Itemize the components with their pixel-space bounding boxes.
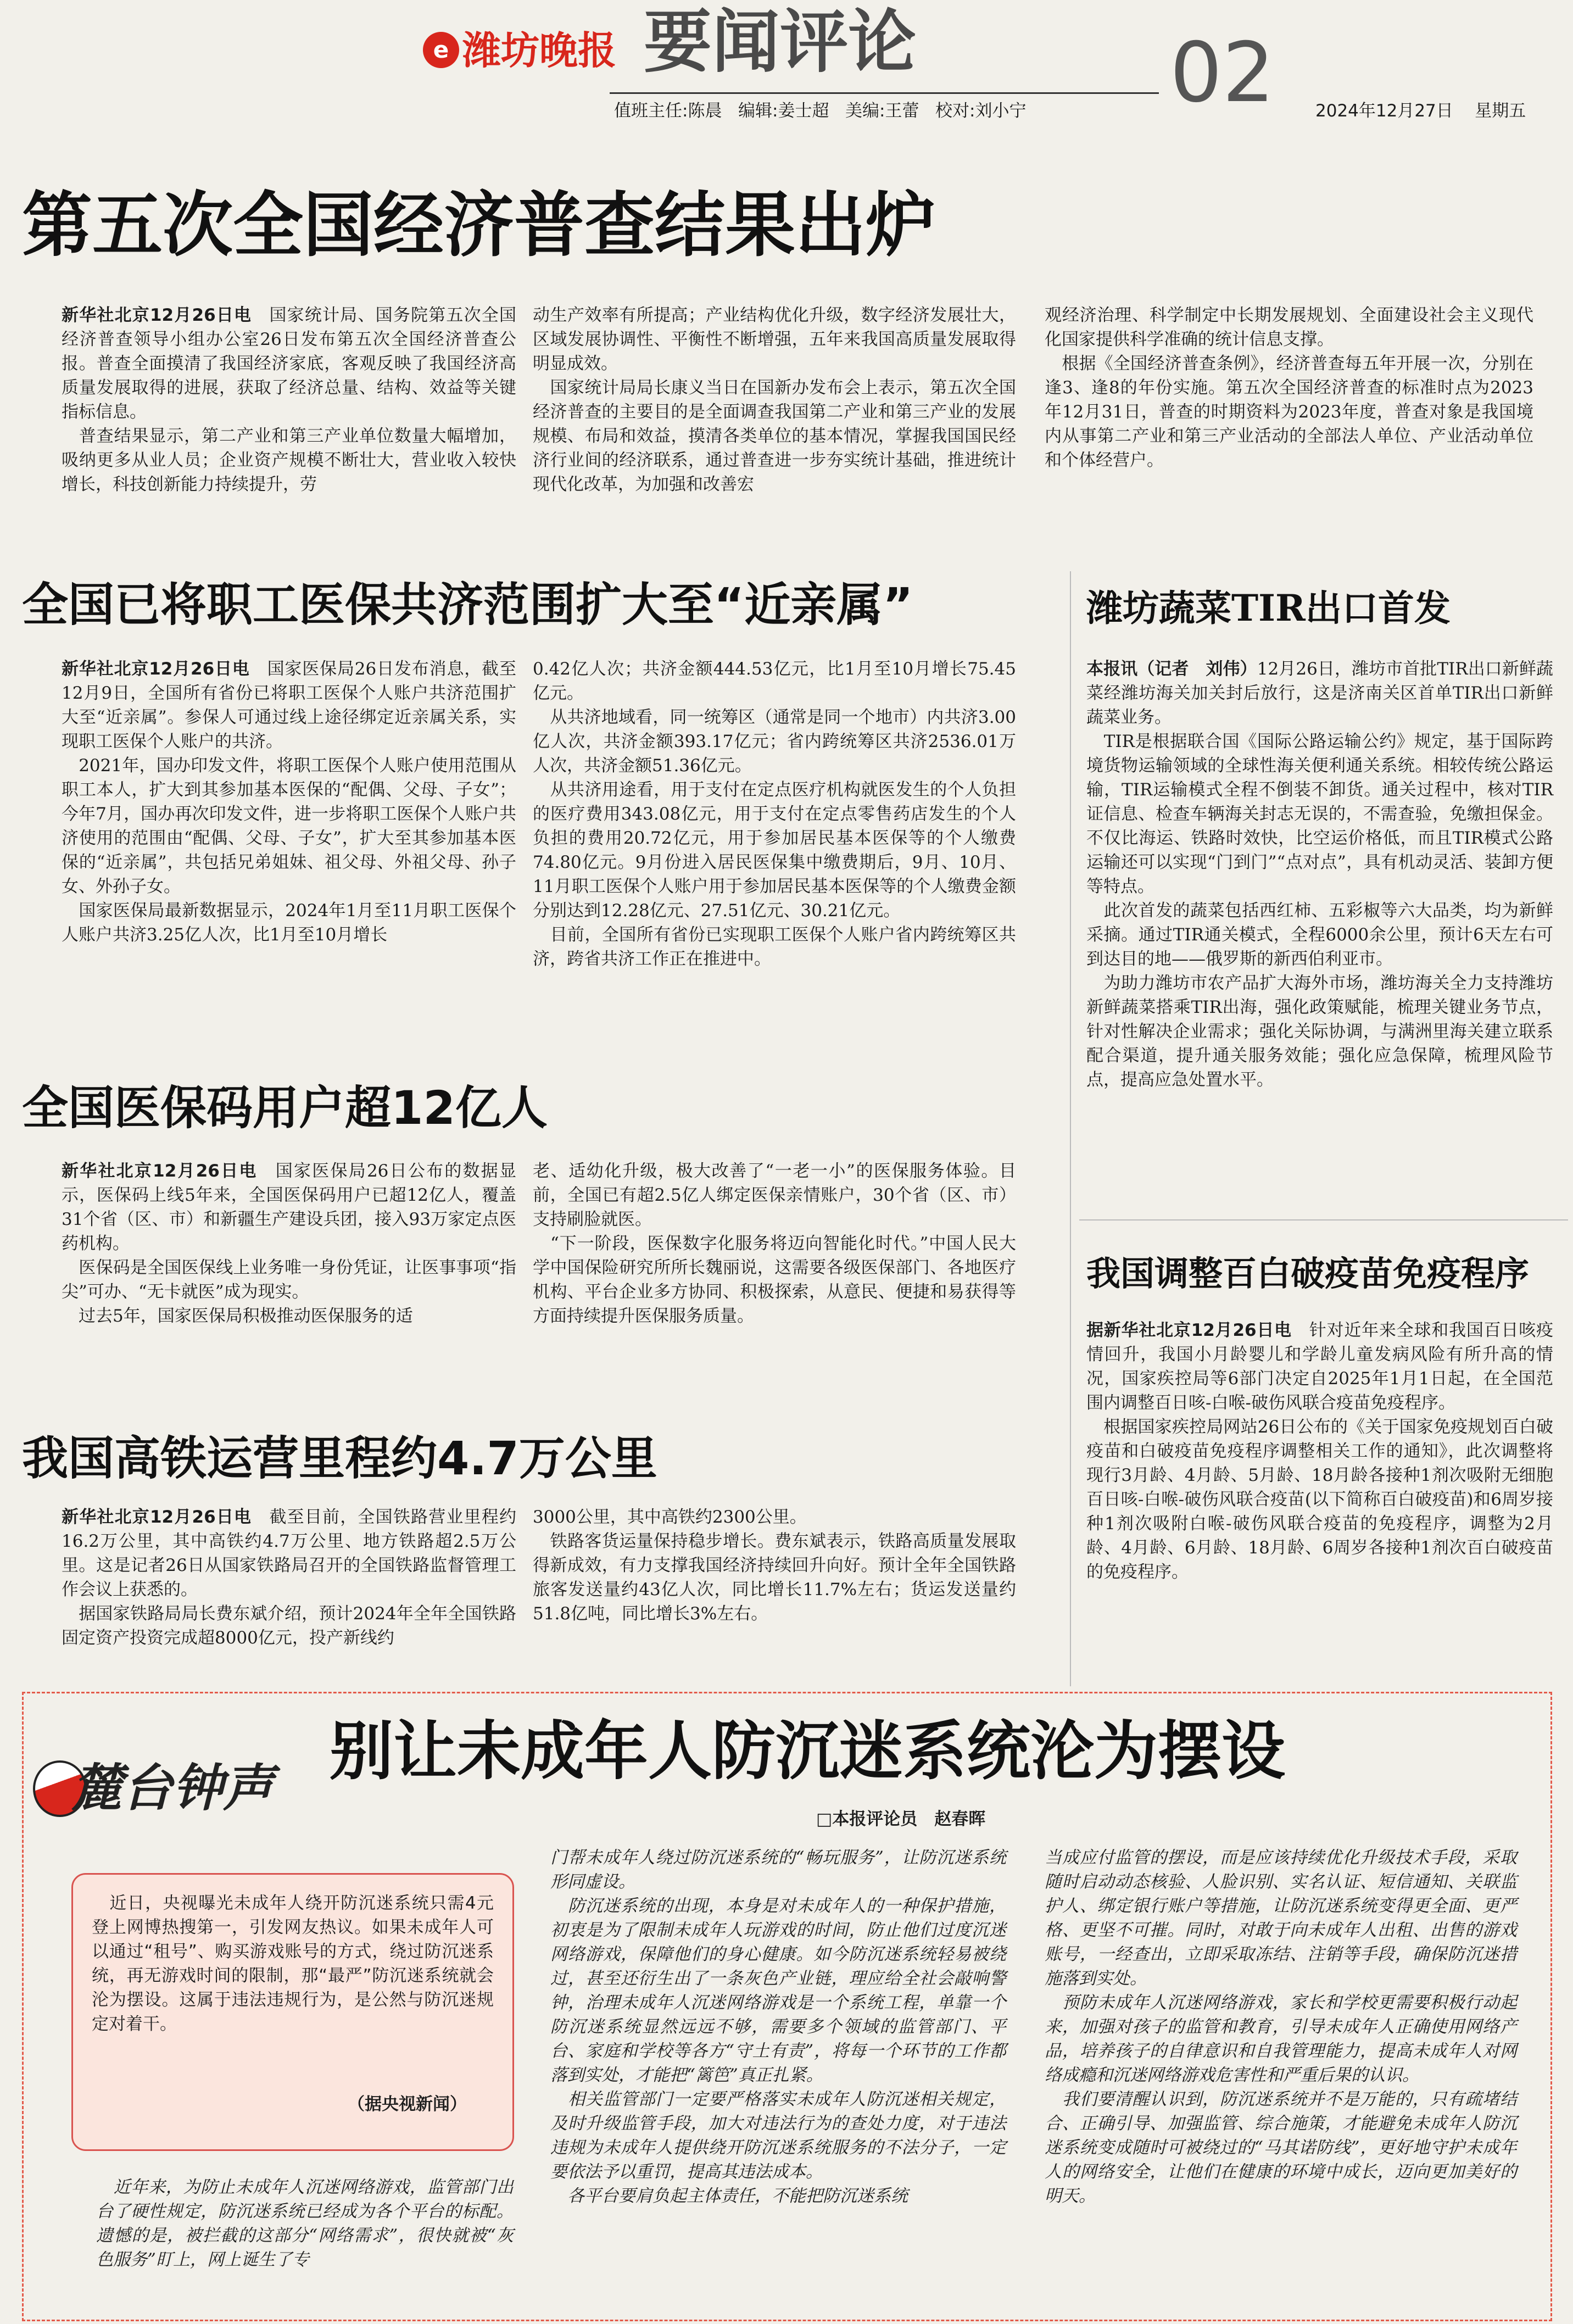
dateline: 新华社北京12月26日电 <box>62 1507 252 1527</box>
headline-tir-export: 潍坊蔬菜TIR出口首发 <box>1086 587 1451 629</box>
col-1 <box>62 303 516 497</box>
weekday: 星期五 <box>1475 101 1526 121</box>
masthead-rule <box>610 92 1159 94</box>
col-1 <box>62 657 516 947</box>
text: 国家统计局、国务院第五次全国经济普查领导小组办公室26日发布第五次全国经济普查公报。普查全面摸清了我国经济家底，客观反映了我国经济高质量发展取得的进展，获取了经济总量、结构、效益等关键指标信息。 普查结果显示，第二产业和第三产业单位数量大幅增加，吸纳更多从业人员；企业资产规模不断壮大，营业收入较快增长，科技创新能力持续提升，劳 <box>62 305 517 494</box>
text: 国家医保局26日发布消息，截至12月9日，全国所有省份已将职工医保个人账户共济范围扩大至“近亲属”。参保人可通过线上途径绑定近亲属关系，实现职工医保个人账户的共济。 2021年，国办印发文件，将职工医保个人账户使用范围从职工本人，扩大到其参加基本医保的“配偶、父母、子女”；今年7月，国办再次印发文件，进一步将职工医保个人账户共济使用的范围由“配偶、父母、子女”，扩大至其参加基本医保的“近亲属”，共包括兄弟姐妹、祖父母、外祖父母、孙子女、外孙子女。 国家医保局最新数据显示，2024年1月至11月职工医保个人账户共济3.25亿人次，比1月至10月增长 <box>62 659 517 945</box>
dateline: 新华社北京12月26日电 <box>62 305 252 325</box>
column-name: 麓台钟声 <box>71 1758 274 1818</box>
col-3: 观经济治理、科学制定中长期发展规划、全面建设社会主义现代化国家提供科学准确的统计信息支撑。 根据《全国经济普查条例》，经济普查每五年开展一次，分别在逢3、逢8的年份实施。第五次全国经济普查的标准时点为2023年12月31日，普查的时期资料为2023年度，普查对象是我国境内从事第二产业和第三产业活动的全部法人单位、产业活动单位和个体经营户。 <box>1045 305 1533 470</box>
commentary-byline: □本报评论员 赵春晖 <box>816 1809 986 1829</box>
col-2: 老、适幼化升级，极大改善了“一老一小”的医保服务体验。目前，全国已有超2.5亿人绑定医保亲情账户，30个省（区、市）支持刷脸就医。 “下一阶段，医保数字化服务将迈向智能化时代。”中国人民大学中国保险研究所所长魏丽说，这需要各级医保部门、各地医疗机构、平台企业多方协同、积极探索，从意民、便捷和易获得等方面持续提升医保服务质量。 <box>533 1161 1016 1326</box>
staff-editor: 编辑:姜士超 <box>738 101 829 121</box>
text: 12月26日，潍坊市首批TIR出口新鲜蔬菜经潍坊海关加关封后放行，这是济南关区首单TIR出口新鲜蔬菜业务。 TIR是根据联合国《国际公路运输公约》规定，基于国际跨境货物运输领域的全球性海关便利通关系统。相较传统公路运输，TIR运输模式全程不倒装不卸货。通关过程中，核对TIR证信息、检查车辆海关封志无误的，不需查验，免缴担保金。不仅比海运、铁路时效快，比空运价格低，而且TIR模式公路运输还可以实现“门到门”“点对点”，具有机动灵活、装卸方便等特点。 此次首发的蔬菜包括西红柿、五彩椒等六大品类，均为新鲜采摘。通过TIR通关模式，全程6000余公里，预计6天左右可到达目的地——俄罗斯的新西伯利亚市。 为助力潍坊市农产品扩大海外市场，潍坊海关全力支持潍坊新鲜蔬菜搭乘TIR出海，强化政策赋能，梳理关键业务节点，针对性解决企业需求；强化关际协调，与满洲里海关建立联系配合渠道，提升通关服务效能；强化应急保障，梳理风险节点，提高应急处置水平。 <box>1086 659 1554 1090</box>
commentary-col-3: 当成应付监管的摆设，而是应该持续优化升级技术手段，采取随时启动动态核验、人脸识别、实名认证、短信通知、关联监护人、绑定银行账户等措施，让防沉迷系统变得更全面、更严格、更坚不可摧。同时，对敢于向未成年人出租、出售的游戏账号，一经查出，立即采取冻结、注销等手段，确保防沉迷措施落到实处。 预防未成年人沉迷网络游戏，家长和学校更需要积极行动起来，加强对孩子的监管和教育，引导未成年人正确使用网络产品，培养孩子的自律意识和自我管理能力，提高未成年人对网络成瘾和沉迷网络游戏危害性和严重后果的认识。 我们要清醒认识到，防沉迷系统并不是万能的，只有疏堵结合、正确引导、加强监管、综合施策，才能避免未成年人防沉迷系统变成随时可被绕过的“马其诺防线”，更好地守护未成年人的网络安全，让他们在健康的环境中成长，迈向更加美好的明天。 <box>1045 1848 1517 2206</box>
paper-name: 潍坊晚报 <box>462 28 616 73</box>
headline-high-speed-rail: 我国高铁运营里程约4.7万公里 <box>22 1431 657 1485</box>
headline-insurance-code: 全国医保码用户超12亿人 <box>22 1081 548 1135</box>
commentary-col-1: 近年来，为防止未成年人沉迷网络游戏，监管部门出台了硬性规定，防沉迷系统已经成为各个平台的标配。遗憾的是，被拦截的这部分“网络需求”，很快就被“灰色服务”盯上，网上诞生了专 <box>96 2177 514 2270</box>
staff-duty: 值班主任:陈晨 <box>614 101 722 121</box>
headline-economic-census: 第五次全国经济普查结果出炉 <box>22 185 936 266</box>
quote-box <box>71 1873 514 2151</box>
dateline: 据新华社北京12月26日电 <box>1086 1320 1292 1340</box>
quote-source: （据央视新闻） <box>348 2094 467 2114</box>
body <box>1086 657 1553 1092</box>
text: 针对近年来全球和我国百日咳疫情回升，我国小月龄婴儿和学龄儿童发病风险有所升高的情况，国家疾控局等6部门决定自2025年1月1日起，在全国范围内调整百日咳-白喉-破伤风联合疫苗免疫程序。 根据国家疾控局网站26日公布的《关于国家免疫规划百白破疫苗和白破疫苗免疫程序调整相关工作的通知》，此次调整将现行3月龄、4月龄、5月龄、18月龄各接种1剂次吸附无细胞百日咳-白喉-破伤风联合疫苗(以下简称百白破疫苗)和6周岁接种1剂次吸附白喉-破伤风联合疫苗的免疫程序，调整为2月龄、4月龄、6月龄、18月龄、6周岁各接种1剂次百白破疫苗的免疫程序。 <box>1086 1320 1554 1582</box>
staff-line <box>614 99 1027 123</box>
dateline: 新华社北京12月26日电 <box>62 1161 258 1181</box>
section-title: 要闻评论 <box>644 2 917 82</box>
col-2: 3000公里，其中高铁约2300公里。 铁路客货运量保持稳步增长。费东斌表示，铁路高质量发展取得新成效，有力支撑我国经济持续回升向好。预计全年全国铁路旅客发送量约43亿人次，同比增长11.7%左右；货运发送量约51.8亿吨，同比增长3%左右。 <box>533 1507 1016 1624</box>
paper-logo-icon: e <box>423 32 459 68</box>
body <box>1086 1318 1553 1584</box>
headline-vaccine: 我国调整百白破疫苗免疫程序 <box>1086 1253 1530 1294</box>
masthead <box>0 0 1573 137</box>
article-tir-export <box>1086 657 1570 1092</box>
col-2: 0.42亿人次；共济金额444.53亿元，比1月至10月增长75.45亿元。 从共济地域看，同一统筹区（通常是同一个地市）内共济3.00亿人次，共济金额393.17亿元；省内跨统筹区共济2536.01万人次，共济金额51.36亿元。 从共济用途看，用于支付在定点医疗机构就医发生的个人负担的医疗费用343.08亿元，用于支付在定点零售药店发生的个人负担的费用20.72亿元，用于参加居民基本医保等的个人缴费74.80亿元。9月份进入居民医保集中缴费期后，9月、10月、11月职工医保个人账户用于参加居民基本医保等的个人缴费金额分别达到12.28亿元、27.51亿元、30.21亿元。 目前，全国所有省份已实现职工医保个人账户省内跨统筹区共济，跨省共济工作正在推进中。 <box>533 659 1016 969</box>
column-logo <box>33 1758 319 1818</box>
staff-proof: 校对:刘小宁 <box>935 101 1027 121</box>
dateline: 新华社北京12月26日电 <box>62 659 250 679</box>
col-1 <box>62 1159 516 1328</box>
issue-date <box>1315 99 1526 123</box>
staff-art: 美编:王蕾 <box>845 101 919 121</box>
dateline: 本报讯（记者 刘伟） <box>1086 659 1257 679</box>
text: 截至目前，全国铁路营业里程约16.2万公里，其中高铁约4.7万公里、地方铁路超2.5万公里。这是记者26日从国家铁路局召开的全国铁路监督管理工作会议上获悉的。 据国家铁路局局长费东斌介绍，预计2024年全年全国铁路固定资产投资完成超8000亿元，投产新线约 <box>62 1507 517 1648</box>
quote-text: 近日，央视曝光未成年人绕开防沉迷系统只需4元登上网博热搜第一，引发网友热议。如果未成年人可以通过“租号”、购买游戏账号的方式，绕过防沉迷系统，再无游戏时间的限制，那“最严”防沉迷系统就会沦为摆设。这属于违法违规行为，是公然与防沉迷规定对着干。 <box>92 1893 494 2034</box>
text: 国家医保局26日公布的数据显示，医保码上线5年来，全国医保码用户已超12亿人，覆盖31个省（区、市）和新疆生产建设兵团，接入93万家定点医药机构。 医保码是全国医保线上业务唯一身份凭证，让医事事项“指尖”可办、“无卡就医”成为现实。 过去5年，国家医保局积极推动医保服务的适 <box>62 1161 516 1326</box>
commentary-col-2: 门帮未成年人绕过防沉迷系统的“畅玩服务”，让防沉迷系统形同虚设。 防沉迷系统的出现，本身是对未成年人的一种保护措施，初衷是为了限制未成年人玩游戏的时间，防止他们过度沉迷网络游戏，保障他们的身心健康。如今防沉迷系统轻易被绕过，甚至还衍生出了一条灰色产业链，理应给全社会敲响警钟，治理未成年人沉迷网络游戏是一个系统工程，单靠一个防沉迷系统显然远远不够，需要多个领域的监管部门、平台、家庭和学校等各方“守土有责”，将每一个环节的工作都落到实处，才能把“篱笆”真正扎紧。 相关监管部门一定要严格落实未成年人防沉迷相关规定，及时升级监管手段，加大对违法行为的查处力度，对于违法违规为未成年人提供绕开防沉迷系统服务的不法分子，一定要依法予以重罚，提高其违法成本。 各平台要肩负起主体责任，不能把防沉迷系统 <box>550 1848 1006 2206</box>
commentary-title: 别让未成年人防沉迷系统沦为摆设 <box>330 1714 1285 1788</box>
col-2: 动生产效率有所提高；产业结构优化升级，数字经济发展壮大，区域发展协调性、平衡性不断增强，五年来我国高质量发展取得明显成效。 国家统计局局长康义当日在国新办发布会上表示，第五次全国经济普查的主要目的是全面调查我国第二产业和第三产业的发展规模、布局和效益，摸清各类单位的基本情况，掌握我国国民经济行业间的经济联系，通过普查进一步夯实统计基础，推进统计现代化改革，为加强和改善宏 <box>533 305 1016 494</box>
date: 2024年12月27日 <box>1315 101 1453 121</box>
article-vaccine <box>1086 1318 1570 1584</box>
headline-medical-insurance: 全国已将职工医保共济范围扩大至“近亲属” <box>22 578 913 632</box>
column-divider <box>1070 571 1071 1686</box>
page-number: 02 <box>1170 25 1275 121</box>
col-1 <box>62 1505 516 1650</box>
section-rule <box>1079 1219 1568 1220</box>
